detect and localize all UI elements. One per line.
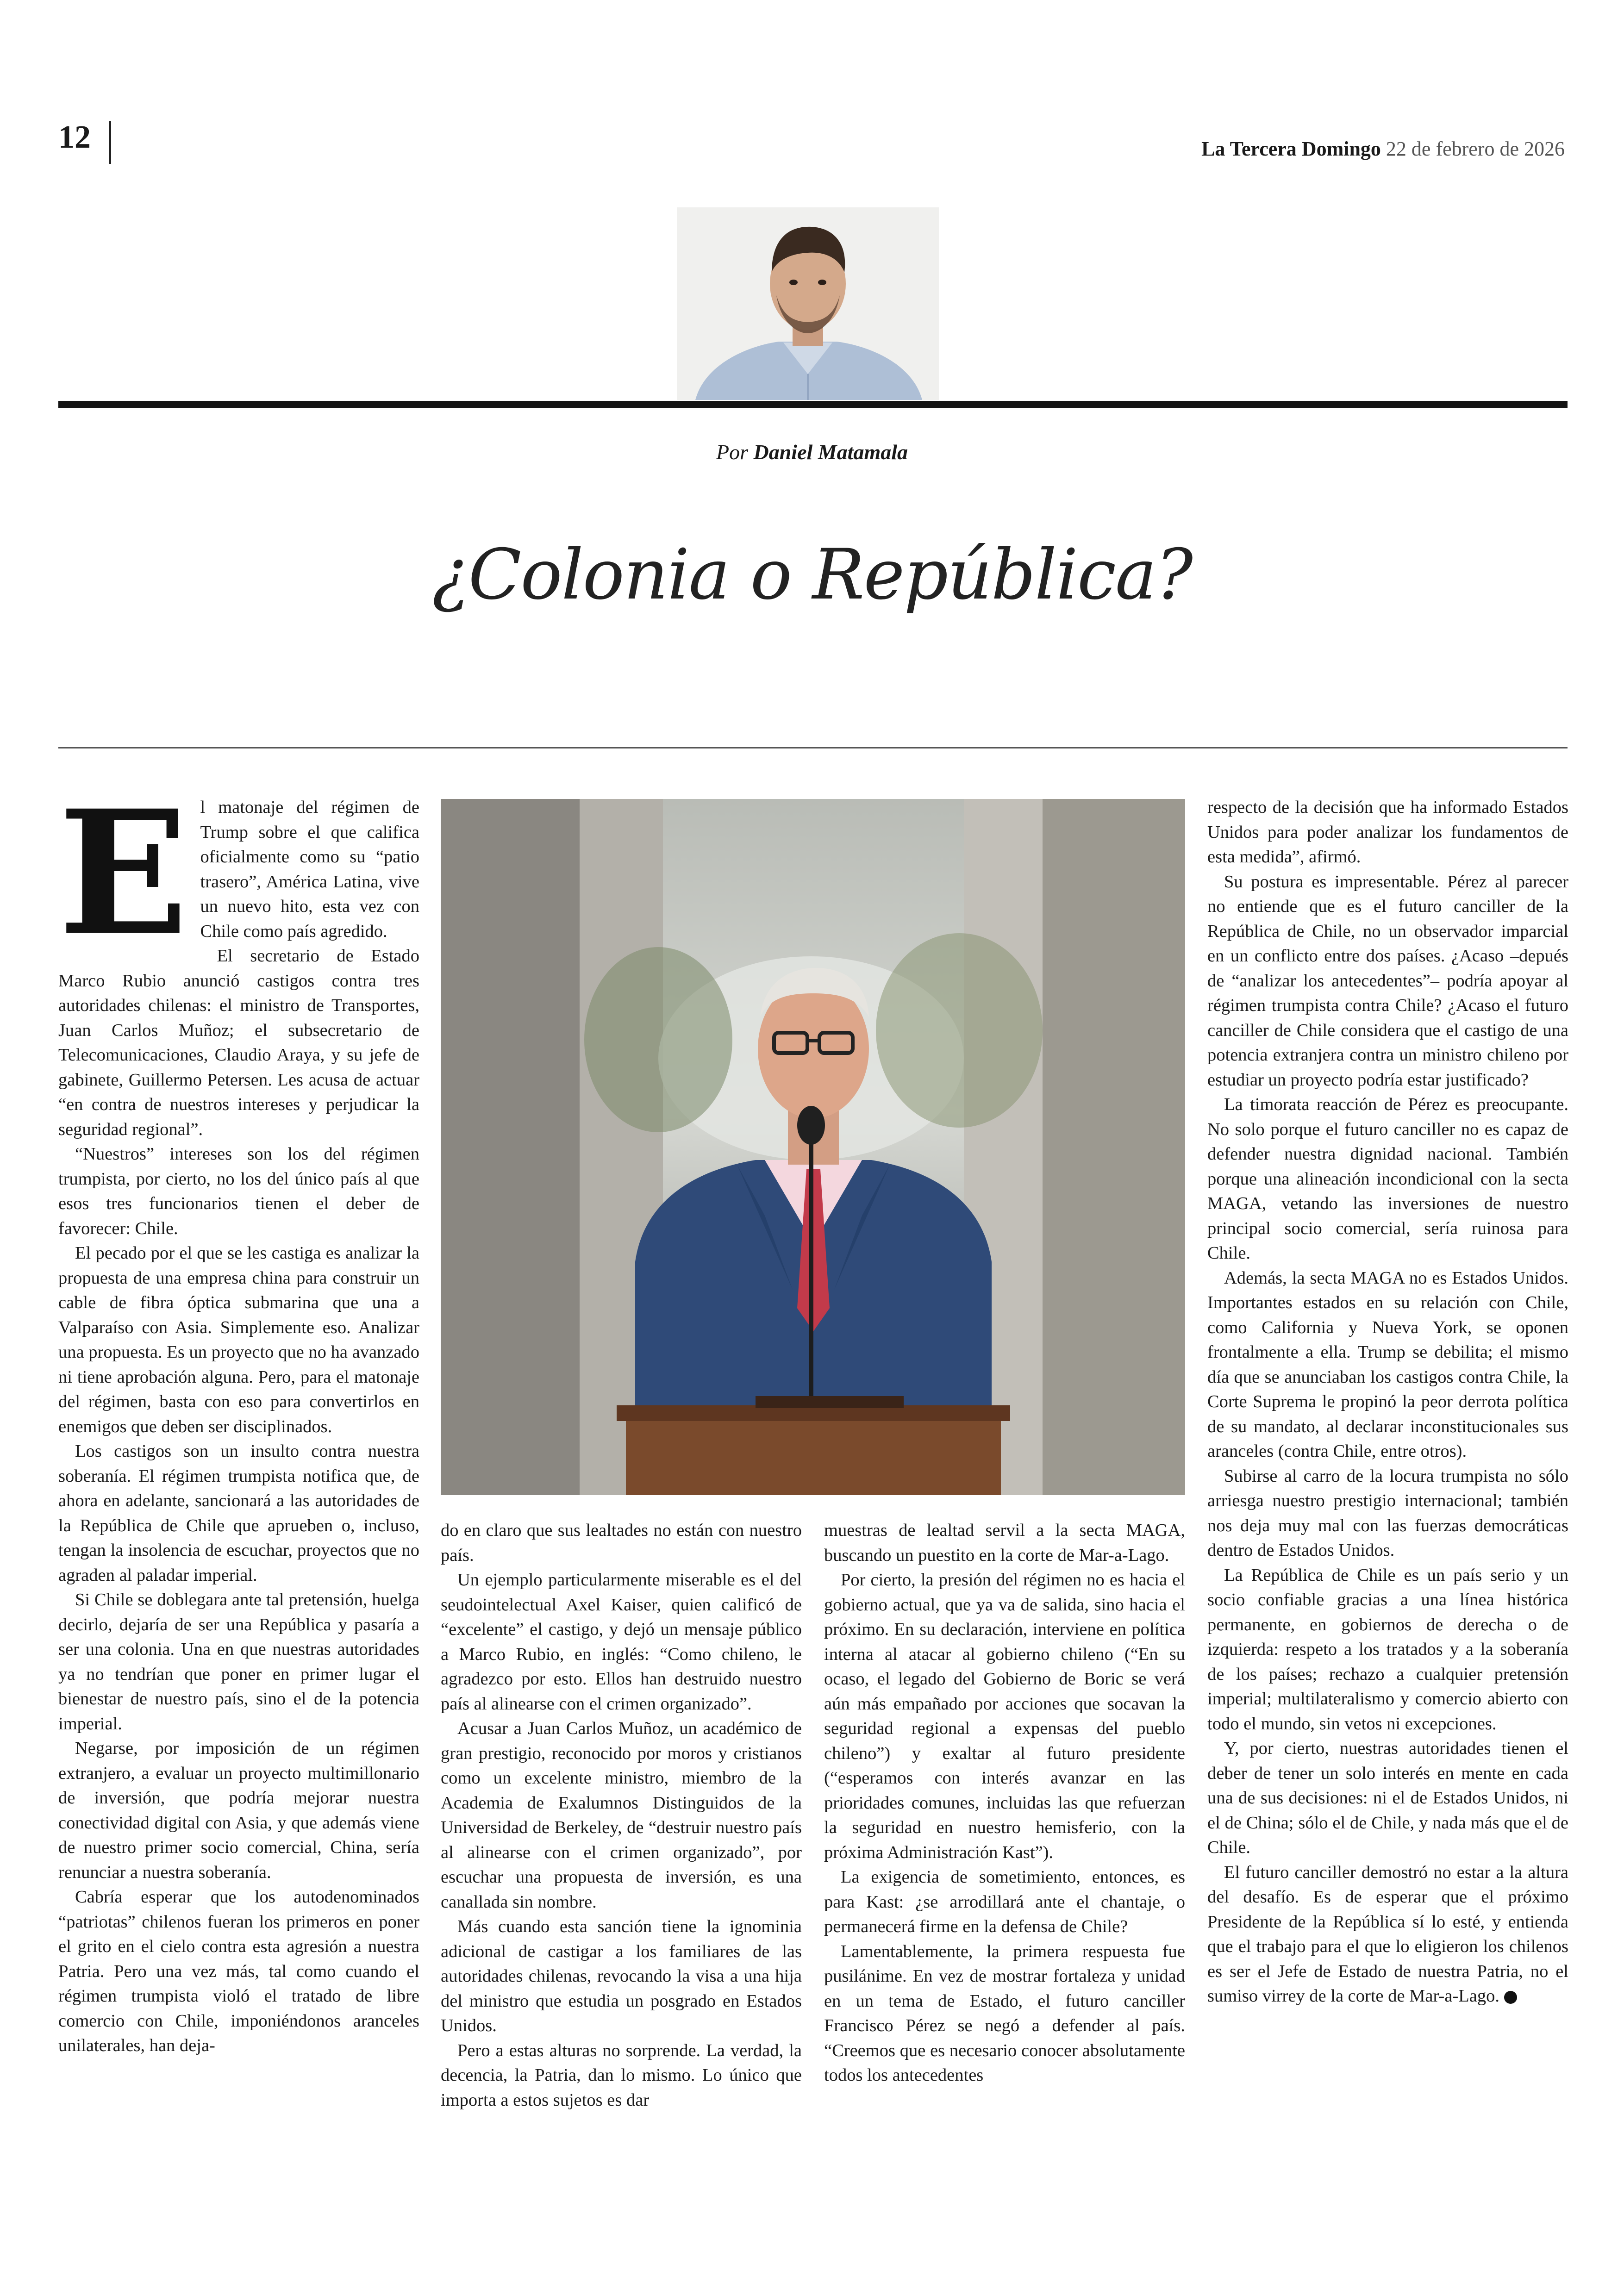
paragraph: Pero a estas alturas no sorprende. La verdad, la decencia, la Patria, dan lo mismo. Lo único que importa a estos sujetos es dar xyxy=(441,2040,802,2110)
paragraph: Un ejemplo particularmente miserable es el del seudointelectual Axel Kaiser, quien calificó de “excelente” el castigo, y dejó un mensaje público a Marco Rubio, en inglés: “Como chileno, le agradezco por esto. Ellos han destruido nuestro país al alinearse con el crimen organizado”. xyxy=(441,1570,802,1714)
headline: ¿Colonia o República? xyxy=(432,535,1192,615)
paragraph: Lamentablemente, la primera respuesta fue pusilánime. En vez de mostrar fortaleza y unidad en un tema de Estado, el futuro canciller Francisco Pérez se negó a defender al país. “Creemos que es necesario conocer absolutamente todos los antecedentes xyxy=(824,1941,1185,2085)
paragraph: El secretario de Estado Marco Rubio anunció castigos contra tres autoridades chilenas: el ministro de Transportes, Juan Carlos Muñoz; el subsecretario de Telecomunicaciones, Claudio Araya, y su jefe de gabinete, Guillermo Petersen. Les acusa de actuar “en contra de nuestros intereses y perjudicar la seguridad regional”. xyxy=(58,946,419,1139)
article-column-2 xyxy=(441,1518,802,2157)
final-paragraph-text: El futuro canciller demostró no estar a la altura del desafío. Es de esperar que el próximo Presidente de la República sí lo esté, y entienda que el trabajo para el que lo eligieron los chilenos es ser el Jefe de Estado de nuestra Patria, no el sumiso virrey de la corte de Mar-a-Lago. xyxy=(1207,1862,1568,2006)
paragraph: Además, la secta MAGA no es Estados Unidos. Importantes estados en su relación con Chile, como California y Nueva York, se oponen frontalmente a ella. Trump se debilita; el mismo día que se anunciaban los castigos contra Chile, la Corte Suprema le propinó la peor derrota política de su mandato, al declarar inconstitucionales sus aranceles (contra Chile, entre otros). xyxy=(1207,1268,1568,1461)
paragraph: Subirse al carro de la locura trumpista no sólo arriesga nuestro prestigio internacional; también nos deja muy mal con las fuerzas democráticas dentro de Estados Unidos. xyxy=(1207,1466,1568,1560)
paragraph: muestras de lealtad servil a la secta MAGA, buscando un puestito en la corte de Mar-a-Lago. xyxy=(824,1521,1185,1565)
paragraph: Los castigos son un insulto contra nuestra soberanía. El régimen trumpista notifica que, de ahora en adelante, sancionará a las autoridades de la República de Chile que aprueben o, incluso, tengan la insolencia de escuchar, proyectos que no agraden al paladar imperial. xyxy=(58,1441,419,1585)
paragraph: Su postura es impresentable. Pérez al parecer no entiende que es el futuro canciller de la República de Chile, no un observador imparcial en un conflicto entre dos países. ¿Acaso –depués de “analizar los antecedentes”– podría apoyar al régimen trumpista contra Chile? ¿Acaso el futuro canciller de Chile considera que el castigo de una potencia extranjera contra un ministro chileno por estudiar un proyecto podría estar justificado? xyxy=(1207,872,1568,1090)
paragraph: “Nuestros” intereses son los del régimen trumpista, por cierto, no los del único país al que esos tres funcionarios tienen el deber de favorecer: Chile. xyxy=(58,1144,419,1238)
paragraph: El pecado por el que se les castiga es analizar la propuesta de una empresa china para construir un cable de fibra óptica submarina que una a Valparaíso con Asia. Simplemente eso. Analizar una propuesta. Es un proyecto que no ha avanzado ni tiene aprobación alguna. Pero, para el matonaje del régimen, basta con eso para convertirlos en enemigos que deben ser disciplinados. xyxy=(58,1243,419,1436)
page-number: 12 xyxy=(58,119,91,155)
author-photo xyxy=(677,207,939,400)
paragraph: Cabría esperar que los autodenominados “patriotas” chilenos fueran los primeros en poner el grito en el cielo contra esta agresión a nuestra Patria. Pero una vez más, tal como cuando el régimen trumpista violó el tratado de libre comercio con Chile, imponiéndonos aranceles unilaterales, han deja- xyxy=(58,1887,419,2055)
lead-photo xyxy=(441,799,1185,1495)
issue-date: 22 de febrero de 2026 xyxy=(1386,137,1565,160)
paragraph: Acusar a Juan Carlos Muñoz, un académico de gran prestigio, reconocido por moros y cristianos como un excelente ministro, miembro de la Academia de Exalumnos Distinguidos de la Universidad de Berkeley, de “destruir nuestro país al alinearse con el crimen organizado”, por escuchar una propuesta de inversión, es una canallada sin nombre. xyxy=(441,1719,802,1912)
article-column-1 xyxy=(58,795,419,2184)
paragraph: Negarse, por imposición de un régimen extranjero, a evaluar un proyecto multimillonario de inversión, que podría mejorar nuestra conectividad digital con Asia, y que además viene de nuestro primer socio comercial, China, sería renunciar a nuestra soberanía. xyxy=(58,1739,419,1882)
byline-prefix: Por xyxy=(716,440,748,464)
byline-author: Daniel Matamala xyxy=(753,440,908,464)
paragraph: Por cierto, la presión del régimen no es hacia el gobierno actual, que ya va de salida, sino hacia el próximo. En su declaración, interviene en política interna al atacar al gobierno chileno (“En su ocaso, el legado del Gobierno de Boric se verá aún más empañado por acciones que socavan la seguridad regional a expensas del pueblo chileno”) y exaltar al futuro presidente (“esperamos con interés avanzar en las prioridades comunes, incluidas las que refuerzan la seguridad en nuestro hemisferio, con la próxima Administración Kast”). xyxy=(824,1570,1185,1862)
page-number-divider xyxy=(109,121,111,164)
article-column-4 xyxy=(1207,795,1568,2184)
paragraph: respecto de la decisión que ha informado Estados Unidos para poder analizar los fundamentos de esta medida”, afirmó. xyxy=(1207,798,1568,867)
end-mark-icon xyxy=(1504,1991,1517,2004)
article-column-3 xyxy=(824,1518,1185,2157)
top-rule xyxy=(58,401,1568,408)
paragraph: Más cuando esta sanción tiene la ignominia adicional de castigar a los familiares de las autoridades chilenas, revocando la visa a una hija del ministro que estudia un posgrado en Estados Unidos. xyxy=(441,1917,802,2035)
paragraph: Si Chile se doblegara ante tal pretensión, huelga decirlo, dejaría de ser una República y pasaría a ser una colonia. Una en que nuestras autoridades ya no tendrían que poner en primer lugar el bienestar de nuestro país, sino el de la potencia imperial. xyxy=(58,1590,419,1734)
paragraph: do en claro que sus lealtades no están con nuestro país. xyxy=(441,1521,802,1565)
paragraph: Y, por cierto, nuestras autoridades tienen el deber de tener un solo interés en mente en cada una de sus decisiones: ni el de Estados Unidos, ni el de China; sólo el de Chile, y nada más que el de Chile. xyxy=(1207,1739,1568,1857)
paragraph xyxy=(1207,1860,1568,2009)
paragraph: l matonaje del régimen de Trump sobre el que califica oficialmente como su “patio trasero”, América Latina, vive un nuevo hito, esta vez con Chile como país agredido. xyxy=(200,798,419,941)
publication-name: La Tercera Domingo xyxy=(1201,137,1381,160)
paragraph: La timorata reacción de Pérez es preocupante. No solo porque el futuro canciller no es capaz de defender nuestra dignidad nacional. También porque una alineación incondicional con la secta MAGA, vetando las inversiones de nuestro principal socio comercial, sería ruinosa para Chile. xyxy=(1207,1095,1568,1263)
paragraph: La República de Chile es un país serio y un socio confiable gracias a una línea histórica permanente, en gobiernos de derecha o de izquierda: respeto a los tratados y a la soberanía de los países; rechazo a cualquier pretensión imperial; multilateralismo y comercio abierto con todo el mundo, sin vetos ni excepciones. xyxy=(1207,1565,1568,1734)
section-rule xyxy=(58,747,1568,748)
byline xyxy=(0,440,1624,464)
masthead xyxy=(1201,139,1565,159)
paragraph: La exigencia de sometimiento, entonces, es para Kast: ¿se arrodillará ante el chantaje, o permanecerá firme en la defensa de Chile? xyxy=(824,1867,1185,1936)
drop-cap: E xyxy=(58,795,188,973)
